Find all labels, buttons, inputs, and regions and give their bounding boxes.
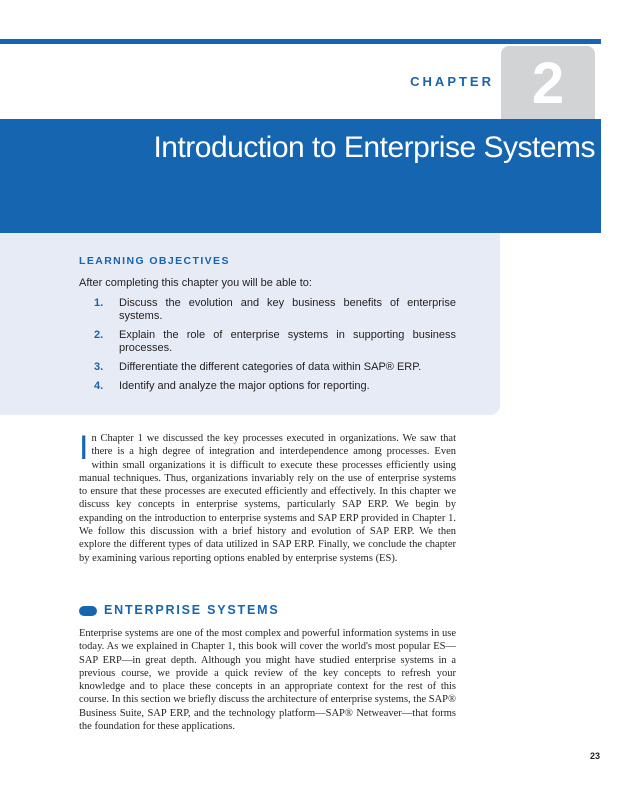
objective-item [94, 329, 456, 355]
section-marker-icon [79, 606, 97, 616]
objectives-intro: After completing this chapter you will be able to: [79, 277, 312, 289]
objective-number: 4. [94, 380, 104, 392]
learning-objectives-box [0, 233, 500, 415]
objective-text: Differentiate the different categories of data within SAP® ERP. [119, 361, 422, 373]
chapter-number-box [501, 46, 595, 119]
chapter-title: Introduction to Enterprise Systems [153, 131, 595, 164]
section-title: ENTERPRISE SYSTEMS [104, 603, 280, 617]
objectives-list [94, 297, 456, 399]
objectives-heading: LEARNING OBJECTIVES [79, 255, 230, 267]
objective-item [94, 380, 456, 393]
page-number: 23 [589, 751, 600, 761]
chapter-number: 2 [531, 51, 565, 116]
objective-item [94, 297, 456, 323]
drop-cap: I [79, 429, 89, 467]
section-paragraph: Enterprise systems are one of the most complex and powerful information systems in use today. As we explained in Chapter 1, this book will cover the world's most popular ES—SAP ERP—in great depth. Although you might have studied enterprise systems in a previous course, we provide a quick review of the key concepts to refresh your knowledge and to place these concepts in an appropriate context for the rest of this course. In this section we briefly discuss the architecture of enterprise systems, the SAP® Business Suite, SAP ERP, and the technology platform—SAP® Netweaver—that forms the foundation for these applications. [79, 628, 456, 733]
intro-text: n Chapter 1 we discussed the key processes executed in organizations. We saw that there is a high degree of integration and interdependence among processes. Even within small organizations it is difficult to execute these processes efficiently using manual techniques. Thus, organizations invariably rely on the use of enterprise systems to ensure that these processes are executed efficiently and effectively. In this chapter we discuss key concepts in enterprise systems, particularly SAP ERP. We begin by expanding on the introduction to enterprise systems and SAP ERP provided in Chapter 1. We follow this discussion with a brief history and evolution of SAP ERP. We then explore the different types of data utilized in SAP ERP. Finally, we conclude the chapter by examining various reporting options enabled by enterprise systems (ES). [79, 433, 456, 564]
objective-number: 2. [94, 329, 104, 341]
objective-number: 1. [94, 297, 104, 309]
title-banner [0, 119, 601, 233]
objective-text: Explain the role of enterprise systems in supporting business processes. [119, 329, 456, 354]
chapter-label: CHAPTER [410, 74, 494, 89]
objective-number: 3. [94, 361, 104, 373]
intro-paragraph [79, 429, 456, 565]
objective-text: Discuss the evolution and key business benefits of enterprise systems. [119, 297, 456, 322]
objective-item [94, 361, 456, 374]
header-rule [0, 39, 601, 44]
objective-text: Identify and analyze the major options for reporting. [119, 380, 370, 392]
